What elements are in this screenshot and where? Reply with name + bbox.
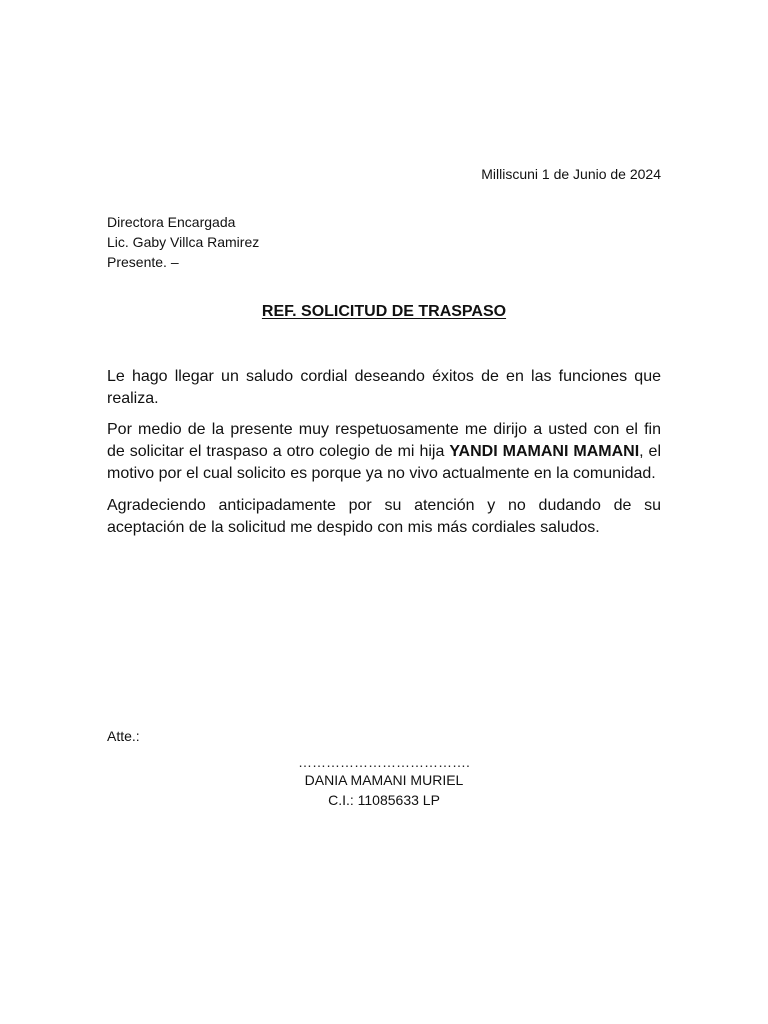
request-text-after: , el motivo por el cual solicito es porque ya no vivo actualmente en la comunidad.	[107, 443, 662, 482]
paragraph-greeting: Le hago llegar un saludo cordial deseando éxitos de en las funciones que realiza.	[107, 368, 661, 407]
request-text-before: Por medio de la presente muy respetuosamente me dirijo a usted con el fin de solicitar el traspaso a otro colegio de mi hija	[107, 421, 661, 460]
date-line: Milliscuni 1 de Junio de 2024	[481, 166, 661, 182]
signer-id: C.I.: 11085633 LP	[328, 792, 440, 808]
paragraph-farewell: Agradeciendo anticipadamente por su atención y no dudando de su aceptación de la solicitud me despido con mis más cordiales saludos.	[107, 497, 661, 536]
student-name: YANDI MAMANI MAMANI	[449, 443, 640, 460]
reference-heading: REF. SOLICITUD DE TRASPASO	[261, 303, 507, 320]
addressee-name: Lic. Gaby Villca Ramirez	[107, 234, 260, 250]
closing-text: Atte.:	[107, 728, 140, 744]
signer-name: DANIA MAMANI MURIEL	[304, 772, 464, 788]
signature-block	[0, 754, 768, 810]
addressee-block	[107, 212, 259, 272]
signature-line: ……………………………….	[298, 754, 470, 770]
paragraph-request	[107, 419, 661, 485]
letter-body	[107, 366, 661, 549]
addressee-title: Directora Encargada	[107, 214, 236, 230]
addressee-presente: Presente. –	[107, 254, 179, 270]
